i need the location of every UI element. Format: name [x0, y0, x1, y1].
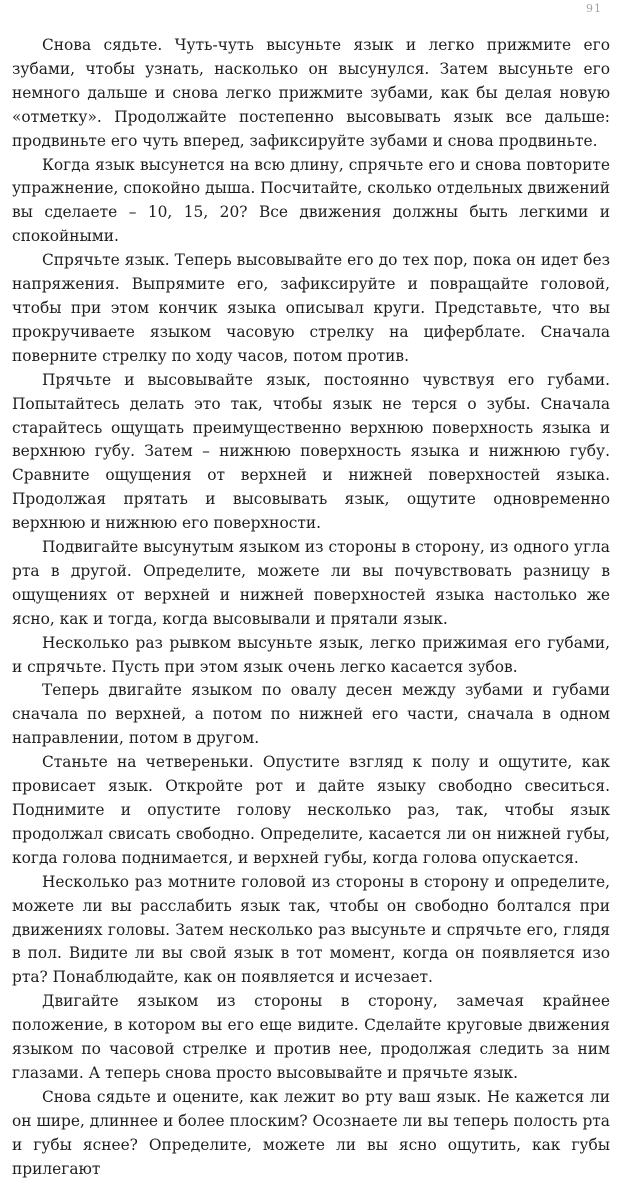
paragraph-10: Двигайте языком из стороны в сторону, замечая крайнее положение, в котором вы его еще видите. Сделайте круговые движения языком по часовой стрелке и против нее, продолжая следить за ним глазами. А теперь снова просто высовывайте и прячьте язык.: [12, 992, 610, 1082]
paragraph-9: Несколько раз мотните головой из стороны в сторону и определите, можете ли вы расслабить язык так, чтобы он свободно болтался при движениях головы. Затем несколько раз высуньте и спрячьте его, глядя в пол. Видите ли вы свой язык в тот момент, когда он появляется изо рта? Понаблюдайте, как он появляется и исчезает.: [12, 872, 610, 987]
paragraph-7: Теперь двигайте языком по овалу десен между зубами и губами сначала по верхней, а потом по нижней его части, сначала в одном направлении, потом в другом.: [12, 681, 610, 748]
page-number: 91: [586, 2, 602, 15]
page-body: [12, 34, 610, 1182]
paragraph-2: Когда язык высунется на всю длину, спрячьте его и снова повторите упражнение, спокойно дыша. Посчитайте, сколько отдельных движений вы сделаете – 10, 15, 20? Все движения должны быть легкими и спокойными.: [12, 155, 610, 246]
paragraph-6: Несколько раз рывком высуньте язык, легко прижимая его губами, и спрячьте. Пусть при этом язык очень легко касается зубов.: [12, 633, 610, 676]
paragraph-5: Подвигайте высунутым языком из стороны в сторону, из одного угла рта в другой. Определите, можете ли вы почувствовать разницу в ощущениях от верхней и нижней поверхностей языка настолько же ясно, как и тогда, когда высовывали и прятали язык.: [12, 538, 610, 628]
paragraph-1: Снова сядьте. Чуть-чуть высуньте язык и легко прижмите его зубами, чтобы узнать, насколько он высунулся. Затем высуньте его немного дальше и снова легко прижмите зубами, как бы делая новую «отметку». Продолжайте постепенно высовывать язык все дальше: продвиньте его чуть вперед, зафиксируйте зубами и снова продвиньте.: [12, 36, 610, 150]
paragraph-8: Станьте на четвереньки. Опустите взгляд к полу и ощутите, как провисает язык. Откройте рот и дайте языку свободно свеситься. Поднимите и опустите голову несколько раз, так, чтобы язык продолжал свисать свободно. Определите, касается ли он нижней губы, когда голова поднимается, и верхней губы, когда голова опускается.: [12, 753, 610, 867]
paragraph-3: Спрячьте язык. Теперь высовывайте его до тех пор, пока он идет без напряжения. Выпрямите его, зафиксируйте и повращайте головой, чтобы при этом кончик языка описывал круги. Представьте, что вы прокручиваете языком часовую стрелку на циферблате. Сначала поверните стрелку по ходу часов, потом против.: [12, 251, 610, 365]
paragraph-11: Снова сядьте и оцените, как лежит во рту ваш язык. Не кажется ли он шире, длиннее и более плоским? Осознаете ли вы теперь полость рта и губы яснее? Определите, можете ли вы ясно ощутить, как губы прилегают: [12, 1087, 610, 1178]
paragraph-4: Прячьте и высовывайте язык, постоянно чувствуя его губами. Попытайтесь делать это так, чтобы язык не терся о зубы. Сначала старайтесь ощущать преимущественно верхнюю поверхность языка и верхнюю губу. Затем – нижнюю поверхность языка и нижнюю губу. Сравните ощущения от верхней и нижней поверхностей языка. Продолжая прятать и высовывать язык, ощутите одновременно верхнюю и нижнюю его поверхности.: [12, 370, 610, 533]
